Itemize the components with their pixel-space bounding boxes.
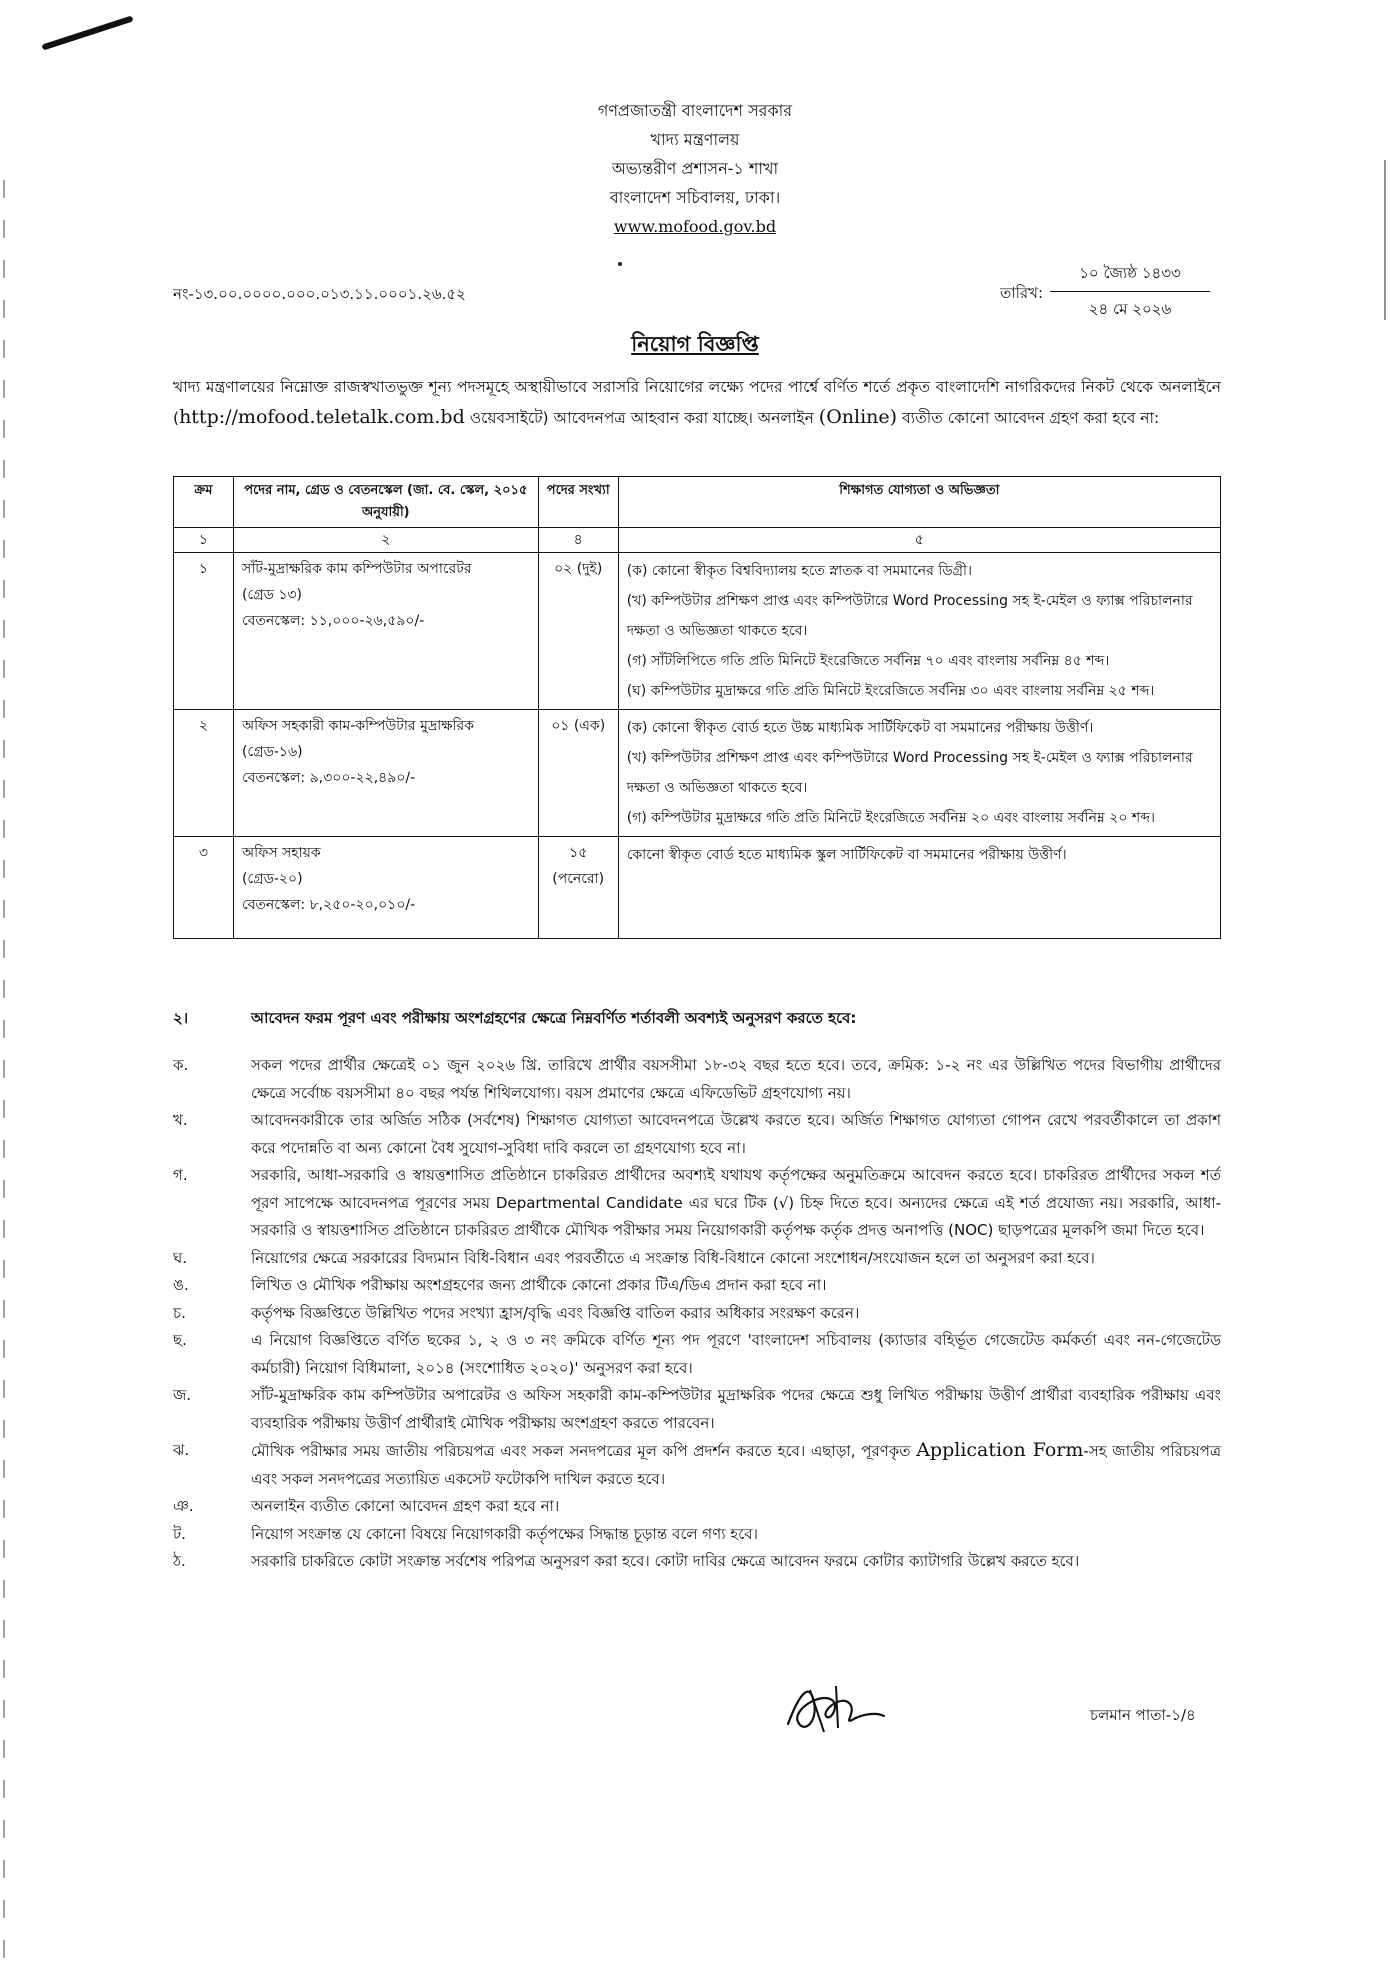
condition-item (173, 1245, 1221, 1273)
post-scale: বেতনস্কেল: ৯,৩০০-২২,৪৯০/- (241, 770, 416, 786)
condition-text: নিয়োগের ক্ষেত্রে সরকারের বিদ্যমান বিধি-বিধান এবং পরবর্তীতে এ সংক্রান্ত বিধি-বিধানে কোনো সংশোধন/সংযোজন হলে তা অনুসরণ করা হবে। (251, 1248, 1095, 1267)
condition-marker: জ. (173, 1386, 192, 1404)
header-serial: ক্রম (174, 477, 234, 528)
row-serial: ১ (174, 553, 234, 710)
condition-text: আবেদনকারীকে তার অর্জিত সঠিক (সর্বশেষ) শিক্ষাগত যোগ্যতা আবেদনপত্রে উল্লেখ করতে হবে। অর্জিত শিক্ষাগত যোগ্যতা গোপন রেখে পরবর্তীকালে তা প্রকাশ করে পদোন্নতি বা অন্য কোনো বৈধ সুযোগ-সুবিধা দাবি করলে তা গ্রহণযোগ্য হবে না। (251, 1111, 1221, 1157)
condition-text: এ নিয়োগ বিজ্ঞপ্তিতে বর্ণিত ছকের ১, ২ ও ৩ নং ক্রমিকে বর্ণিত শূন্য পদ পূরণে 'বাংলাদেশ সচিবালয় (ক্যাডার বহির্ভূত গেজেটেড কর্মকর্তা এবং নন-গেজেটেড কর্মচারী) নিয়োগ বিধিমালা, ২০১৪ (সংশোধিত ২০২০)' অনুসরণ করা হবে। (251, 1331, 1221, 1377)
condition-text: নিয়োগ সংক্রান্ত যে কোনো বিষয়ে নিয়োগকারী কর্তৃপক্ষের সিদ্ধান্ত চূড়ান্ত বলে গণ্য হবে। (251, 1524, 758, 1543)
conditions-list (173, 1052, 1221, 1576)
condition-text: লিখিত ও মৌখিক পরীক্ষায় অংশগ্রহণের জন্য প্রার্থীকে কোনো প্রকার টিএ/ডিএ প্রদান করা হবে না। (251, 1276, 827, 1294)
notice-title-text: নিয়োগ বিজ্ঞপ্তি (631, 332, 759, 356)
condition-text: সাঁট-মুদ্রাক্ষরিক কাম কম্পিউটার অপারেটর ও অফিস সহকারী কাম-কম্পিউটার মুদ্রাক্ষরিক পদের ক্ষেত্রে শুধু লিখিত পরীক্ষায় উত্তীর্ণ প্রার্থীরা ব্যবহারিক পরীক্ষায় এবং ব্যবহারিক পরীক্ষায় উত্তীর্ণ প্রার্থীরাই মৌখিক পরীক্ষায় অংশগ্রহণ করতে পারবেন। (251, 1386, 1221, 1432)
qualification-item: (খ) কম্পিউটার প্রশিক্ষণ প্রাপ্ত এবং কম্পিউটারে Word Processing সহ ই-মেইল ও ফ্যাক্স পরিচালনার দক্ষতা ও অভিজ্ঞতা থাকতে হবে। (626, 750, 1193, 796)
row-count: ০১ (এক) (538, 710, 618, 837)
memo-number: নং-১৩.০০.০০০০.০০০.০১৩.১১.০০০১.২৬.৫২ (173, 285, 466, 303)
row-count: ১৫ (পনেরো) (538, 837, 618, 939)
index-cell: ২ (233, 528, 538, 553)
condition-item (173, 1521, 1221, 1549)
table-row (174, 837, 1221, 939)
posts-table (173, 476, 1221, 939)
row-serial: ২ (174, 710, 234, 837)
notice-title (0, 328, 1390, 363)
condition-item (173, 1327, 1221, 1382)
date-bangla: ১০ জ্যৈষ্ঠ ১৪৩৩ (1050, 262, 1210, 292)
index-cell: ১ (174, 528, 234, 553)
condition-text-emphasis: Application Form (916, 1439, 1084, 1461)
condition-item (173, 1052, 1221, 1107)
intro-text-1: খাদ্য মন্ত্রণালয়ের নিম্নোক্ত রাজস্বখাতভুক্ত শূন্য পদসমূহে অস্থায়ীভাবে সরাসরি নিয়োগের লক্ষ্যে পদের পার্শ্বে বর্ণিত শর্তে প্রকৃত বাংলাদেশি নাগরিকদের নিকট থেকে অনলাইনে ( (173, 378, 1221, 427)
condition-marker: ট. (173, 1524, 186, 1543)
online-word: (Online) (818, 406, 898, 428)
row-qualification-cell (618, 837, 1220, 939)
condition-marker: ক. (173, 1056, 189, 1074)
office-address: বাংলাদেশ সচিবালয়, ঢাকা। (609, 188, 781, 207)
scan-dot (618, 262, 622, 266)
condition-marker: ঠ. (173, 1552, 186, 1570)
condition-text: সকল পদের প্রার্থীর ক্ষেত্রেই ০১ জুন ২০২৬ খ্রি. তারিখে প্রার্থীর বয়সসীমা ১৮-৩২ বছর হতে হবে। তবে, ক্রমিক: ১-২ নং এর উল্লিখিত পদের বিভাগীয় প্রার্থীদের ক্ষেত্রে সর্বোচ্চ বয়সসীমা ৪০ বছর পর্যন্ত শিথিলযোগ্য। বয়স প্রমাণের ক্ষেত্রে এফিডেভিট গ্রহণযোগ্য নয়। (251, 1056, 1221, 1102)
scan-edge-artifact (3, 180, 5, 1960)
table-row (174, 710, 1221, 837)
row-post-cell (233, 710, 538, 837)
post-grade: (গ্রেড-২০) (241, 871, 303, 887)
table-row (174, 553, 1221, 710)
condition-marker: চ. (173, 1303, 186, 1322)
post-grade: (গ্রেড-১৬) (241, 744, 303, 760)
row-qualification-cell (618, 553, 1220, 710)
qualification-item: কোনো স্বীকৃত বোর্ড হতে মাধ্যমিক স্কুল সার্টিফিকেট বা সমমানের পরীক্ষায় উত্তীর্ণ। (626, 847, 1067, 863)
condition-marker: খ. (173, 1111, 188, 1129)
condition-item (173, 1162, 1221, 1245)
condition-text: সরকারি চাকরিতে কোটা সংক্রান্ত সর্বশেষ পরিপত্র অনুসরণ করা হবে। কোটা দাবির ক্ষেত্রে আবেদন ফরমে কোটার ক্যাটাগরি উল্লেখ করতে হবে। (251, 1552, 1080, 1570)
qualification-item: (ঘ) কম্পিউটার মুদ্রাক্ষরে গতি প্রতি মিনিটে ইংরেজিতে সর্বনিম্ন ৩০ এবং বাংলায় সর্বনিম্ন ২৫ শব্দ। (626, 683, 1155, 699)
post-name: অফিস সহায়ক (241, 845, 321, 861)
letterhead (0, 96, 1390, 241)
condition-item (173, 1107, 1221, 1162)
date-label: তারিখ: (1000, 284, 1044, 302)
row-post-cell (233, 837, 538, 939)
row-qualification-cell (618, 710, 1220, 837)
condition-text: -সহ জাতীয় পরিচয়পত্র এবং সকল সনদপত্রের সত্যায়িত একসেট ফটোকপি দাখিল করতে হবে। (251, 1442, 1221, 1488)
condition-text: সরকারি, আধা-সরকারি ও স্বায়ত্তশাসিত প্রতিষ্ঠানে চাকরিরত প্রার্থীদের অবশ্যই যথাযথ কর্তৃপক্ষের অনুমতিক্রমে আবেদন করতে হবে। চাকরিরত প্রার্থীদের সকল শর্ত পূরণ সাপেক্ষে আবেদনপত্র পূরণের সময় Departmental Candidate এর ঘরে টিক (√) চিহ্ন দিতে হবে। অন্যদের ক্ষেত্রে এই শর্ত প্রযোজ্য নয়। সরকারি, আধা-সরকারি ও স্বায়ত্তশাসিত প্রতিষ্ঠানে চাকরিরত প্রার্থীকে মৌখিক পরীক্ষার সময় নিয়োগকারী কর্তৃপক্ষ কর্তৃক প্রদত্ত অনাপত্তি (NOC) ছাড়পত্রের মূলকপি জমা দিতে হবে। (251, 1166, 1221, 1239)
qualification-item: (ক) কোনো স্বীকৃত বিশ্ববিদ্যালয় হতে স্নাতক বা সমমানের ডিগ্রী। (626, 563, 973, 579)
row-post-cell (233, 553, 538, 710)
officer-signature (780, 1672, 890, 1742)
table-index-row (174, 528, 1221, 553)
condition-text: কর্তৃপক্ষ বিজ্ঞপ্তিতে উল্লিখিত পদের সংখ্যা হ্রাস/বৃদ্ধি এবং বিজ্ঞপ্তি বাতিল করার অধিকার সংরক্ষণ করেন। (251, 1303, 860, 1322)
ministry-website-link[interactable]: www.mofood.gov.bd (613, 217, 777, 236)
header-post: পদের নাম, গ্রেড ও বেতনস্কেল (জা. বে. স্কেল, ২০১৫ অনুযায়ী) (233, 477, 538, 528)
qualification-item: (ক) কোনো স্বীকৃত বোর্ড হতে উচ্চ মাধ্যমিক সার্টিফিকেট বা সমমানের পরীক্ষায় উত্তীর্ণ। (626, 720, 1094, 736)
condition-item (173, 1493, 1221, 1521)
branch-name: অভ্যন্তরীণ প্রশাসন-১ শাখা (611, 159, 779, 178)
post-grade: (গ্রেড ১৩) (241, 587, 302, 603)
post-name: সাঁট-মুদ্রাক্ষরিক কাম কম্পিউটার অপারেটর (241, 561, 472, 577)
condition-item (173, 1382, 1221, 1437)
condition-text: অনলাইন ব্যতীত কোনো আবেদন গ্রহণ করা হবে না। (251, 1497, 560, 1515)
conditions-heading-text: আবেদন ফরম পূরণ এবং পরীক্ষায় অংশগ্রহণের ক্ষেত্রে নিম্নবর্ণিত শর্তাবলী অবশ্যই অনুসরণ করতে হবে: (251, 1009, 857, 1027)
row-serial: ৩ (174, 837, 234, 939)
index-cell: ৪ (538, 528, 618, 553)
intro-text-3: ব্যতীত কোনো আবেদন গ্রহণ করা হবে না: (897, 409, 1160, 427)
index-cell: ৫ (618, 528, 1220, 553)
government-name: গণপ্রজাতন্ত্রী বাংলাদেশ সরকার (597, 101, 793, 120)
conditions-number: ২। (173, 1009, 189, 1027)
post-scale: বেতনস্কেল: ৮,২৫০-২০,০১০/- (241, 897, 416, 913)
condition-item (173, 1437, 1221, 1493)
condition-item (173, 1272, 1221, 1300)
post-scale: বেতনস্কেল: ১১,০০০-২৬,৫৯০/- (241, 613, 425, 629)
condition-marker: ঙ. (173, 1276, 189, 1294)
header-count: পদের সংখ্যা (538, 477, 618, 528)
ministry-name: খাদ্য মন্ত্রণালয় (650, 130, 740, 149)
condition-item (173, 1548, 1221, 1576)
condition-marker: ঞ. (173, 1497, 194, 1515)
condition-item (173, 1300, 1221, 1328)
condition-marker: গ. (173, 1166, 188, 1184)
intro-paragraph (173, 372, 1221, 433)
header-qualification: শিক্ষাগত যোগ্যতা ও অভিজ্ঞতা (618, 477, 1220, 528)
condition-marker: ঘ. (173, 1248, 188, 1267)
page-continue-label: চলমান পাতা-১/৪ (1090, 1706, 1196, 1724)
intro-text-2: ওয়েবসাইটে) আবেদনপত্র আহবান করা যাচ্ছে। অনলাইন (464, 409, 819, 427)
table-header-row (174, 477, 1221, 528)
qualification-item: (গ) সাঁটলিপিতে গতি প্রতি মিনিটে ইংরেজিতে সর্বনিম্ন ৭০ এবং বাংলায় সর্বনিম্ন ৪৫ শব্দ। (626, 653, 1110, 669)
application-url-link[interactable]: http://mofood.teletalk.com.bd (179, 406, 465, 428)
date-values (1050, 262, 1210, 323)
scan-pen-mark (41, 15, 133, 50)
date-gregorian: ২৪ মে ২০২৬ (1088, 300, 1172, 318)
condition-marker: ছ. (173, 1331, 187, 1349)
qualification-item: (খ) কম্পিউটার প্রশিক্ষণ প্রাপ্ত এবং কম্পিউটারে Word Processing সহ ই-মেইল ও ফ্যাক্স পরিচালনার দক্ষতা ও অভিজ্ঞতা থাকতে হবে। (626, 593, 1193, 639)
condition-marker: ঝ. (173, 1441, 190, 1459)
qualification-item: (গ) কম্পিউটার মুদ্রাক্ষরে গতি প্রতি মিনিটে ইংরেজিতে সর্বনিম্ন ২০ এবং বাংলায় সর্বনিম্ন ২০ শব্দ। (626, 810, 1155, 826)
condition-text: মৌখিক পরীক্ষার সময় জাতীয় পরিচয়পত্র এবং সকল সনদপত্রের মূল কপি প্রদর্শন করতে হবে। এছাড়া, পূরণকৃত (251, 1442, 917, 1460)
post-name: অফিস সহকারী কাম-কম্পিউটার মুদ্রাক্ষরিক (241, 718, 475, 734)
row-count: ০২ (দুই) (538, 553, 618, 710)
